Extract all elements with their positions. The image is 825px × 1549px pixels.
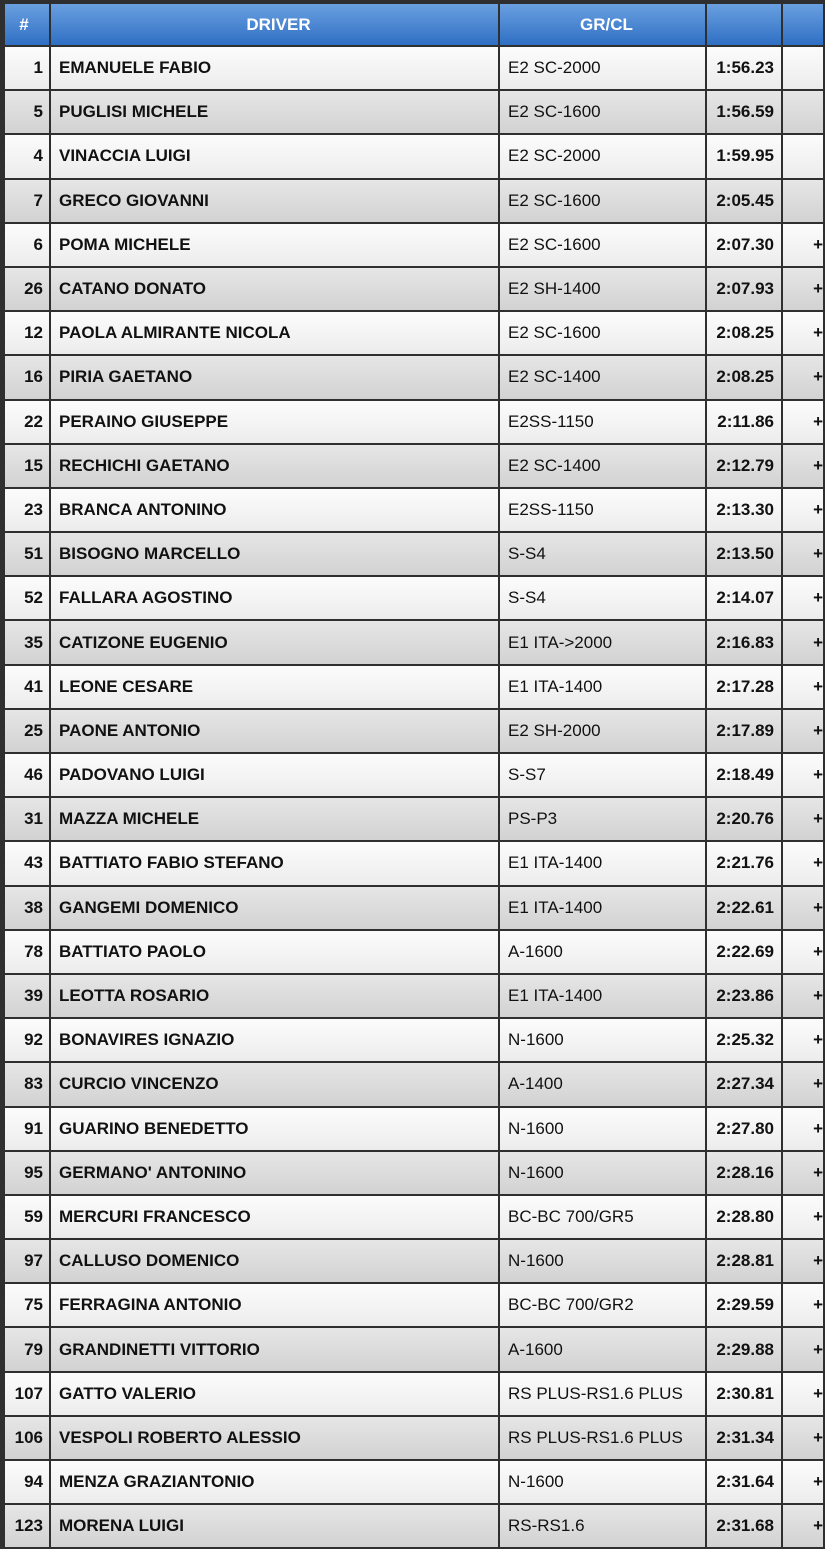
driver-name: BATTIATO PAOLO <box>50 930 499 974</box>
car-number: 7 <box>4 179 50 223</box>
header-row <box>4 3 824 46</box>
driver-name: PIRIA GAETANO <box>50 355 499 399</box>
gap-value: + <box>782 1151 824 1195</box>
driver-name: PUGLISI MICHELE <box>50 90 499 134</box>
group-class: RS PLUS-RS1.6 PLUS <box>499 1372 706 1416</box>
group-class: A-1400 <box>499 1062 706 1106</box>
table-row[interactable] <box>4 444 824 488</box>
group-class: E2 SC-1400 <box>499 355 706 399</box>
gap-value: + <box>782 1460 824 1504</box>
car-number: 59 <box>4 1195 50 1239</box>
car-number: 23 <box>4 488 50 532</box>
gap-value: + <box>782 1416 824 1460</box>
lap-time: 2:31.34 <box>706 1416 782 1460</box>
group-class: RS-RS1.6 <box>499 1504 706 1548</box>
gap-value: + <box>782 400 824 444</box>
lap-time: 2:21.76 <box>706 841 782 885</box>
group-class: E1 ITA-1400 <box>499 886 706 930</box>
table-row[interactable] <box>4 400 824 444</box>
table-row[interactable] <box>4 886 824 930</box>
car-number: 123 <box>4 1504 50 1548</box>
lap-time: 1:56.23 <box>706 46 782 90</box>
table-row[interactable] <box>4 1504 824 1548</box>
table-row[interactable] <box>4 355 824 399</box>
car-number: 38 <box>4 886 50 930</box>
group-class: S-S7 <box>499 753 706 797</box>
car-number: 78 <box>4 930 50 974</box>
group-class: S-S4 <box>499 532 706 576</box>
table-row[interactable] <box>4 311 824 355</box>
group-class: RS PLUS-RS1.6 PLUS <box>499 1416 706 1460</box>
gap-value <box>782 90 824 134</box>
gap-value: + <box>782 488 824 532</box>
table-row[interactable] <box>4 223 824 267</box>
header-driver[interactable]: DRIVER <box>50 3 499 46</box>
lap-time: 2:13.30 <box>706 488 782 532</box>
gap-value: + <box>782 1504 824 1548</box>
group-class: E2 SC-1600 <box>499 311 706 355</box>
group-class: E1 ITA-1400 <box>499 665 706 709</box>
driver-name: RECHICHI GAETANO <box>50 444 499 488</box>
gap-value: + <box>782 223 824 267</box>
lap-time: 1:59.95 <box>706 134 782 178</box>
driver-name: BRANCA ANTONINO <box>50 488 499 532</box>
driver-name: PAOLA ALMIRANTE NICOLA <box>50 311 499 355</box>
driver-name: GATTO VALERIO <box>50 1372 499 1416</box>
lap-time: 2:12.79 <box>706 444 782 488</box>
car-number: 35 <box>4 620 50 664</box>
lap-time: 2:29.59 <box>706 1283 782 1327</box>
lap-time: 2:08.25 <box>706 355 782 399</box>
car-number: 107 <box>4 1372 50 1416</box>
driver-name: MAZZA MICHELE <box>50 797 499 841</box>
car-number: 41 <box>4 665 50 709</box>
car-number: 92 <box>4 1018 50 1062</box>
lap-time: 2:22.69 <box>706 930 782 974</box>
car-number: 43 <box>4 841 50 885</box>
group-class: PS-P3 <box>499 797 706 841</box>
lap-time: 2:07.30 <box>706 223 782 267</box>
table-row[interactable] <box>4 665 824 709</box>
gap-value: + <box>782 886 824 930</box>
group-class: E2SS-1150 <box>499 400 706 444</box>
gap-value: + <box>782 620 824 664</box>
gap-value: + <box>782 753 824 797</box>
car-number: 97 <box>4 1239 50 1283</box>
lap-time: 2:07.93 <box>706 267 782 311</box>
table-row[interactable] <box>4 532 824 576</box>
driver-name: BATTIATO FABIO STEFANO <box>50 841 499 885</box>
gap-value: + <box>782 1239 824 1283</box>
group-class: E2 SC-1600 <box>499 179 706 223</box>
lap-time: 2:11.86 <box>706 400 782 444</box>
gap-value: + <box>782 532 824 576</box>
table-row[interactable] <box>4 1327 824 1371</box>
table-row[interactable] <box>4 1239 824 1283</box>
lap-time: 2:27.34 <box>706 1062 782 1106</box>
car-number: 6 <box>4 223 50 267</box>
car-number: 26 <box>4 267 50 311</box>
car-number: 52 <box>4 576 50 620</box>
group-class: A-1600 <box>499 1327 706 1371</box>
driver-name: CURCIO VINCENZO <box>50 1062 499 1106</box>
table-row[interactable] <box>4 753 824 797</box>
car-number: 4 <box>4 134 50 178</box>
driver-name: FERRAGINA ANTONIO <box>50 1283 499 1327</box>
car-number: 1 <box>4 46 50 90</box>
gap-value: + <box>782 1283 824 1327</box>
gap-value: + <box>782 1372 824 1416</box>
gap-value: + <box>782 665 824 709</box>
car-number: 16 <box>4 355 50 399</box>
table-row[interactable] <box>4 1372 824 1416</box>
lap-time: 2:17.89 <box>706 709 782 753</box>
group-class: BC-BC 700/GR2 <box>499 1283 706 1327</box>
group-class: N-1600 <box>499 1239 706 1283</box>
lap-time: 2:18.49 <box>706 753 782 797</box>
gap-value <box>782 179 824 223</box>
gap-value: + <box>782 709 824 753</box>
table-row[interactable] <box>4 1151 824 1195</box>
group-class: N-1600 <box>499 1107 706 1151</box>
group-class: E1 ITA-1400 <box>499 841 706 885</box>
table-row[interactable] <box>4 1283 824 1327</box>
lap-time: 2:29.88 <box>706 1327 782 1371</box>
driver-name: MORENA LUIGI <box>50 1504 499 1548</box>
driver-name: LEOTTA ROSARIO <box>50 974 499 1018</box>
gap-value: + <box>782 797 824 841</box>
table-row[interactable] <box>4 930 824 974</box>
gap-value: + <box>782 974 824 1018</box>
lap-time: 2:31.64 <box>706 1460 782 1504</box>
header-number[interactable]: # <box>4 3 50 46</box>
gap-value: + <box>782 1018 824 1062</box>
header-group-class[interactable]: GR/CL <box>499 3 706 46</box>
group-class: E1 ITA->2000 <box>499 620 706 664</box>
lap-time: 2:28.81 <box>706 1239 782 1283</box>
group-class: E2SS-1150 <box>499 488 706 532</box>
gap-value: + <box>782 930 824 974</box>
table-row[interactable] <box>4 46 824 90</box>
group-class: N-1600 <box>499 1460 706 1504</box>
car-number: 79 <box>4 1327 50 1371</box>
car-number: 31 <box>4 797 50 841</box>
lap-time: 2:14.07 <box>706 576 782 620</box>
driver-name: FALLARA AGOSTINO <box>50 576 499 620</box>
car-number: 94 <box>4 1460 50 1504</box>
lap-time: 2:22.61 <box>706 886 782 930</box>
header-gap[interactable] <box>782 3 824 46</box>
table-row[interactable] <box>4 1107 824 1151</box>
driver-name: CATANO DONATO <box>50 267 499 311</box>
group-class: E2 SC-2000 <box>499 46 706 90</box>
car-number: 15 <box>4 444 50 488</box>
table-row[interactable] <box>4 267 824 311</box>
lap-time: 2:27.80 <box>706 1107 782 1151</box>
gap-value <box>782 46 824 90</box>
table-row[interactable] <box>4 90 824 134</box>
header-time[interactable] <box>706 3 782 46</box>
driver-name: PAONE ANTONIO <box>50 709 499 753</box>
table-row[interactable] <box>4 134 824 178</box>
table-row[interactable] <box>4 841 824 885</box>
car-number: 91 <box>4 1107 50 1151</box>
driver-name: BISOGNO MARCELLO <box>50 532 499 576</box>
table-row[interactable] <box>4 1062 824 1106</box>
lap-time: 2:23.86 <box>706 974 782 1018</box>
gap-value: + <box>782 841 824 885</box>
group-class: E2 SC-1400 <box>499 444 706 488</box>
driver-name: LEONE CESARE <box>50 665 499 709</box>
lap-time: 1:56.59 <box>706 90 782 134</box>
group-class: S-S4 <box>499 576 706 620</box>
lap-time: 2:20.76 <box>706 797 782 841</box>
car-number: 25 <box>4 709 50 753</box>
gap-value: + <box>782 311 824 355</box>
table-row[interactable] <box>4 576 824 620</box>
table-row[interactable] <box>4 797 824 841</box>
driver-name: CALLUSO DOMENICO <box>50 1239 499 1283</box>
driver-name: VESPOLI ROBERTO ALESSIO <box>50 1416 499 1460</box>
car-number: 39 <box>4 974 50 1018</box>
car-number: 5 <box>4 90 50 134</box>
lap-time: 2:13.50 <box>706 532 782 576</box>
car-number: 106 <box>4 1416 50 1460</box>
driver-name: EMANUELE FABIO <box>50 46 499 90</box>
table-row[interactable] <box>4 709 824 753</box>
table-row[interactable] <box>4 179 824 223</box>
gap-value: + <box>782 1062 824 1106</box>
car-number: 83 <box>4 1062 50 1106</box>
lap-time: 2:28.80 <box>706 1195 782 1239</box>
results-body <box>4 46 824 1548</box>
lap-time: 2:31.68 <box>706 1504 782 1548</box>
driver-name: PADOVANO LUIGI <box>50 753 499 797</box>
group-class: N-1600 <box>499 1151 706 1195</box>
lap-time: 2:30.81 <box>706 1372 782 1416</box>
group-class: E2 SC-2000 <box>499 134 706 178</box>
driver-name: POMA MICHELE <box>50 223 499 267</box>
driver-name: PERAINO GIUSEPPE <box>50 400 499 444</box>
table-row[interactable] <box>4 1416 824 1460</box>
group-class: E2 SH-1400 <box>499 267 706 311</box>
table-row[interactable] <box>4 1460 824 1504</box>
driver-name: BONAVIRES IGNAZIO <box>50 1018 499 1062</box>
car-number: 75 <box>4 1283 50 1327</box>
driver-name: CATIZONE EUGENIO <box>50 620 499 664</box>
car-number: 12 <box>4 311 50 355</box>
gap-value: + <box>782 1195 824 1239</box>
driver-name: VINACCIA LUIGI <box>50 134 499 178</box>
car-number: 22 <box>4 400 50 444</box>
lap-time: 2:08.25 <box>706 311 782 355</box>
car-number: 95 <box>4 1151 50 1195</box>
car-number: 46 <box>4 753 50 797</box>
group-class: N-1600 <box>499 1018 706 1062</box>
driver-name: GRECO GIOVANNI <box>50 179 499 223</box>
driver-name: GERMANO' ANTONINO <box>50 1151 499 1195</box>
lap-time: 2:16.83 <box>706 620 782 664</box>
gap-value: + <box>782 1327 824 1371</box>
gap-value: + <box>782 444 824 488</box>
table-row[interactable] <box>4 1018 824 1062</box>
gap-value: + <box>782 576 824 620</box>
table-row[interactable] <box>4 974 824 1018</box>
lap-time: 2:28.16 <box>706 1151 782 1195</box>
driver-name: MERCURI FRANCESCO <box>50 1195 499 1239</box>
table-row[interactable] <box>4 1195 824 1239</box>
driver-name: GANGEMI DOMENICO <box>50 886 499 930</box>
table-row[interactable] <box>4 620 824 664</box>
group-class: E1 ITA-1400 <box>499 974 706 1018</box>
lap-time: 2:25.32 <box>706 1018 782 1062</box>
group-class: E2 SH-2000 <box>499 709 706 753</box>
lap-time: 2:05.45 <box>706 179 782 223</box>
table-row[interactable] <box>4 488 824 532</box>
results-table <box>3 2 825 1549</box>
gap-value: + <box>782 355 824 399</box>
gap-value <box>782 134 824 178</box>
group-class: BC-BC 700/GR5 <box>499 1195 706 1239</box>
gap-value: + <box>782 1107 824 1151</box>
car-number: 51 <box>4 532 50 576</box>
group-class: E2 SC-1600 <box>499 90 706 134</box>
driver-name: GRANDINETTI VITTORIO <box>50 1327 499 1371</box>
driver-name: MENZA GRAZIANTONIO <box>50 1460 499 1504</box>
group-class: A-1600 <box>499 930 706 974</box>
lap-time: 2:17.28 <box>706 665 782 709</box>
group-class: E2 SC-1600 <box>499 223 706 267</box>
driver-name: GUARINO BENEDETTO <box>50 1107 499 1151</box>
gap-value: + <box>782 267 824 311</box>
